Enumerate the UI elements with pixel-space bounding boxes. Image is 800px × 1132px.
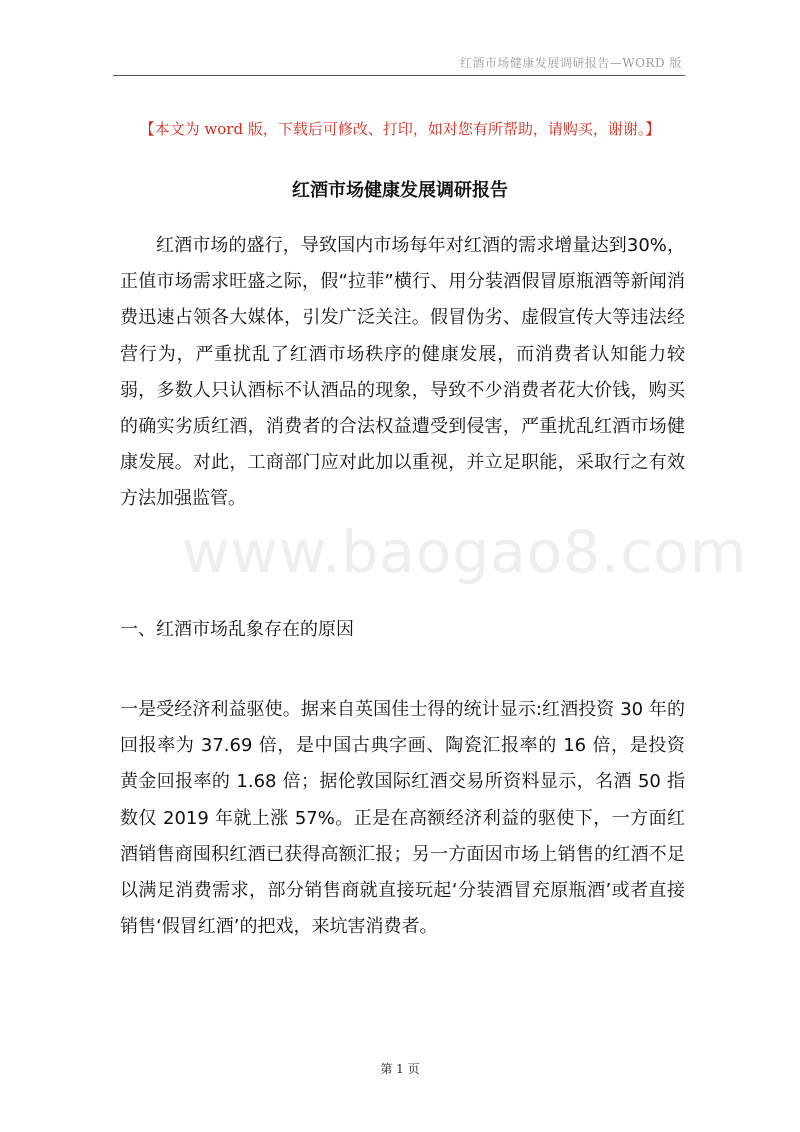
reason-paragraph: 一是受经济利益驱使。据来自英国佳士得的统计显示:红酒投资 30 年的回报率为 37.69 倍，是中国古典字画、陶瓷汇报率的 16 倍，是投资黄金回报率的 1.68 倍；据伦敦国际红酒交易所资料显示，名酒 50 指数仅 2019 年就上涨 57%。正是在高额经济利益的驱使下，一方面红酒销售商囤积红酒已获得高额汇报；另一方面因市场上销售的红酒不足以满足消费需求，部分销售商就直接玩起‘分装酒冒充原瓶酒’或者直接销售‘假冒红酒’的把戏，来坑害消费者。: [120, 699, 685, 938]
download-notice: 【本文为 word 版，下载后可修改、打印，如对您有所帮助，请购买，谢谢。】: [139, 120, 661, 138]
intro-paragraph: 红酒市场的盛行，导致国内市场每年对红酒的需求增量达到30%，正值市场需求旺盛之际，假“拉菲”横行、用分装酒假冒原瓶酒等新闻消费迅速占领各大媒体，引发广泛关注。假冒伪劣、虚假宣传大等违法经营行为，严重扰乱了红酒市场秩序的健康发展，而消费者认知能力较弱，多数人只认酒标不认酒品的现象，导致不少消费者花大价钱，购买的确实劣质红酒，消费者的合法权益遭受到侵害，严重扰乱红酒市场健康发展。对此，工商部门应对此加以重视，并立足职能，采取行之有效方法加强监管。: [120, 235, 685, 510]
header-divider: [113, 75, 685, 76]
section-heading: 一、红酒市场乱象存在的原因: [120, 619, 354, 640]
page-number: 第 1 页: [380, 1062, 420, 1076]
page-header: [0, 0, 800, 80]
running-header-title: 红酒市场健康发展调研报告—WORD 版: [459, 56, 682, 70]
document-title: 红酒市场健康发展调研报告: [292, 180, 508, 201]
watermark: www.baogao8.com: [182, 518, 748, 586]
